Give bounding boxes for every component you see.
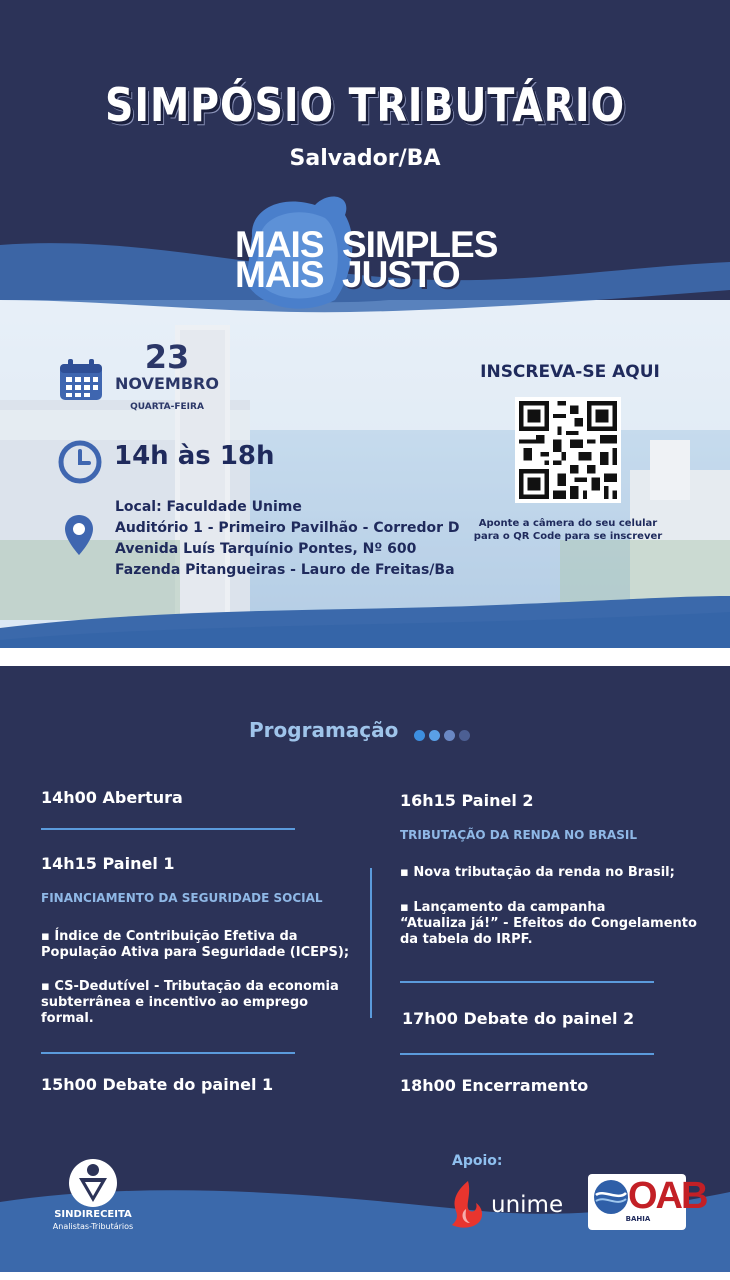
slogan-word-simples: SIMPLES [342,224,498,265]
bullet-line: ▪ CS-Dedutível - Tributação da economia [41,979,339,994]
unime-wordmark: unime [491,1192,564,1218]
event-city: Salvador/BA [289,146,441,171]
slogan-word-mais-1: MAIS [235,224,324,265]
location-pin-icon [64,514,94,556]
bullet-line: da tabela do IRPF. [400,932,533,947]
bullet-line: ▪ Lançamento da campanha [400,900,606,915]
qr-instructions-line: Aponte a câmera do seu celular [478,518,658,529]
painel-2-bullet-2 [400,900,697,948]
schedule-painel-2: 16h15 Painel 2 [400,791,534,810]
event-day: 23 [144,338,190,376]
schedule-painel-1: 14h15 Painel 1 [41,854,175,873]
sindireceita-logo-icon [66,1158,120,1208]
column-divider [370,868,372,1018]
decorative-dots [414,726,474,745]
event-weekday: QUARTA-FEIRA [130,402,204,412]
event-time: 14h às 18h [114,441,275,471]
dot-2 [429,730,440,741]
event-location [115,497,460,581]
dot-3 [444,730,455,741]
location-line: Local: Faculdade Unime [115,499,302,515]
event-title: SIMPÓSIO TRIBUTÁRIO [105,78,625,132]
location-line: Avenida Luís Tarquínio Pontes, Nº 600 [115,541,417,557]
campaign-slogan [232,222,512,295]
bullet-line: subterrânea e incentivo ao emprego [41,995,309,1010]
clock-icon [58,440,102,484]
schedule-debate-2: 17h00 Debate do painel 2 [402,1009,635,1028]
oab-wordmark: OAB [628,1175,707,1217]
bullet-line: “Atualiza já!” - Efeitos do Congelamento [400,916,697,931]
calendar-icon [58,358,104,402]
registration-qr-code[interactable] [515,397,621,503]
bullet-line: População Ativa para Seguridade (ICEPS); [41,945,350,960]
divider [400,1053,654,1055]
location-line: Auditório 1 - Primeiro Pavilhão - Corredor D [115,520,460,536]
schedule-debate-1: 15h00 Debate do painel 1 [41,1075,274,1094]
qr-instructions [463,517,673,543]
painel-1-bullet-2 [41,979,339,1027]
divider [41,1052,295,1054]
dot-1 [414,730,425,741]
sindireceita-subtitle: Analistas-Tributários [52,1222,134,1231]
program-title: Programação [249,718,399,742]
dot-4 [459,730,470,741]
divider [400,981,654,983]
oab-subtitle: BAHIA [625,1215,651,1223]
program-panel [0,666,730,1272]
location-line: Fazenda Pitangueiras - Lauro de Freitas/Ba [115,562,455,578]
painel-2-bullet-1: ▪ Nova tributação da renda no Brasil; [400,865,675,880]
schedule-abertura: 14h00 Abertura [41,788,183,807]
slogan-word-mais-2: MAIS [235,254,324,295]
sindireceita-name: SINDIRECEITA [54,1209,132,1220]
registration-title: INSCREVA-SE AQUI [480,362,660,382]
painel-1-bullet-1 [41,929,349,961]
support-label: Apoio: [452,1153,503,1169]
unime-flame-icon [450,1179,484,1231]
oab-globe-icon [593,1179,629,1215]
schedule-encerramento: 18h00 Encerramento [400,1076,589,1095]
divider [41,828,295,830]
slogan-word-justo: JUSTO [342,254,460,295]
painel-1-topic: FINANCIAMENTO DA SEGURIDADE SOCIAL [41,891,323,905]
qr-instructions-line: para o QR Code para se inscrever [473,531,663,542]
painel-2-topic: TRIBUTAÇÃO DA RENDA NO BRASIL [400,828,637,842]
event-month: NOVEMBRO [115,374,219,393]
bullet-line: ▪ Índice de Contribuição Efetiva da [41,929,298,944]
bullet-line: formal. [41,1011,94,1026]
panel-separator [0,648,730,666]
